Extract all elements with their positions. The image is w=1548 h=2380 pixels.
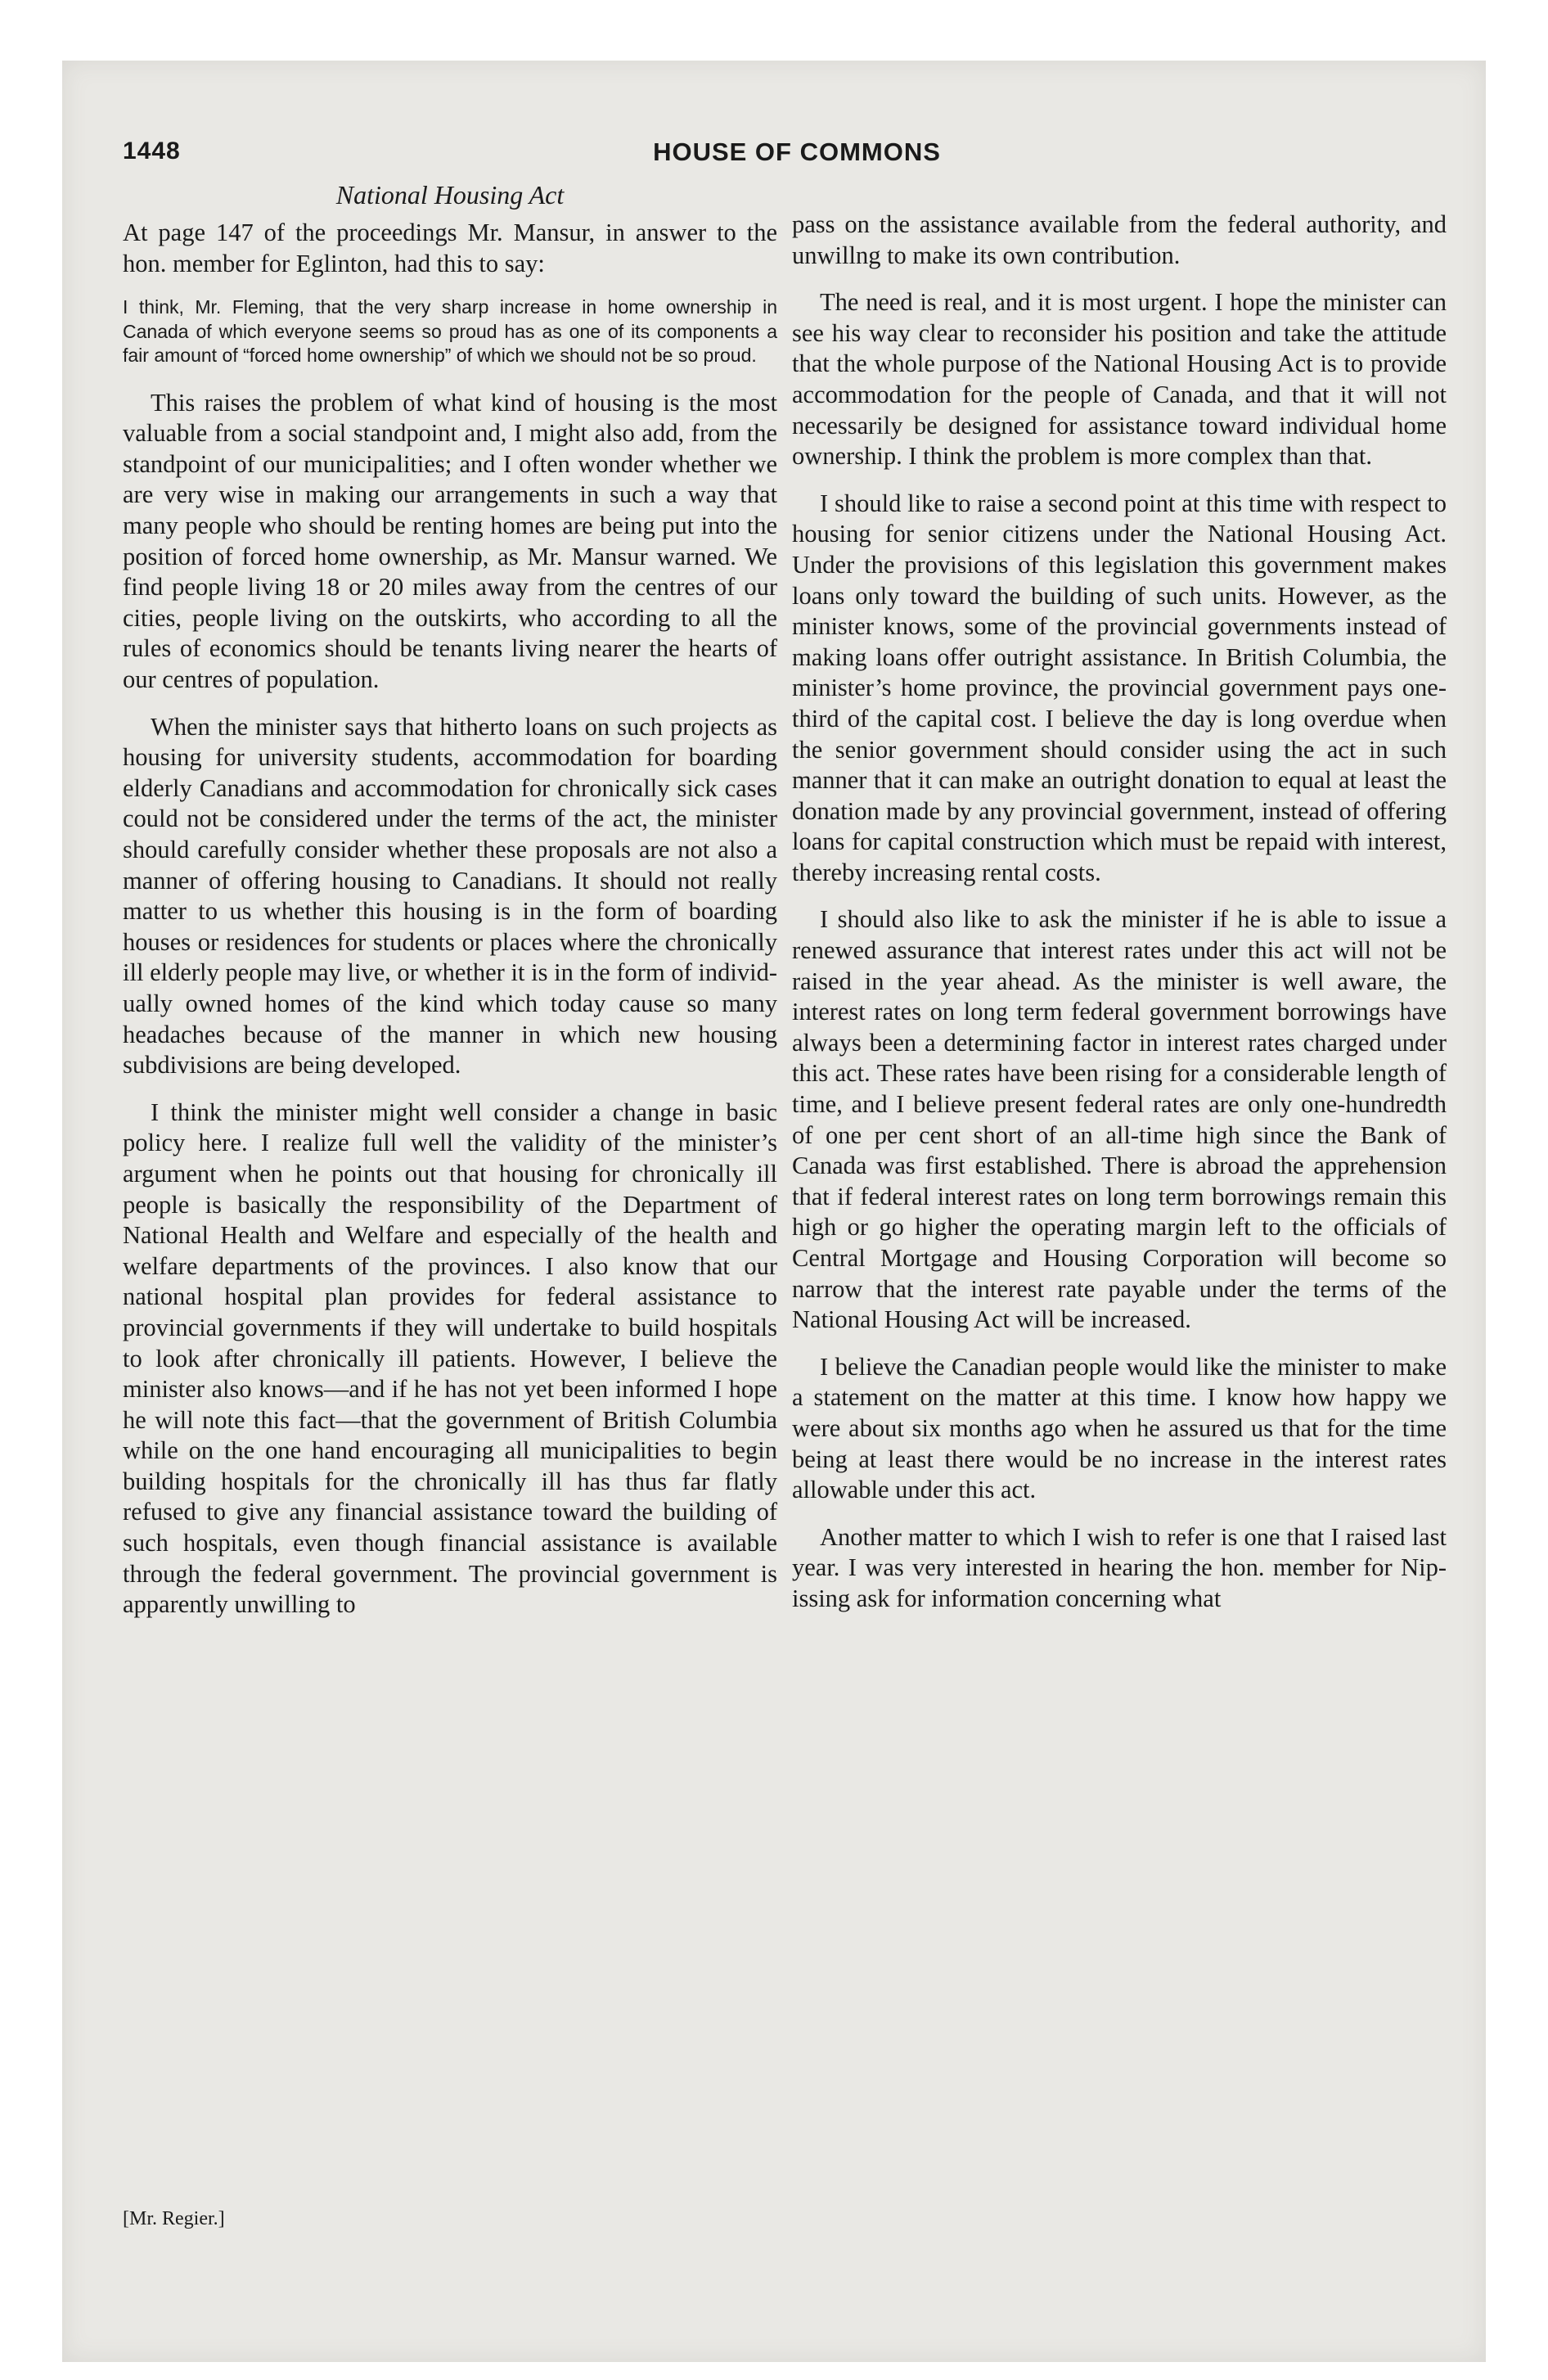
block-quote: I think, Mr. Fleming, that the very sharp increase in home ownership in Canada of which everyone seems so proud has as one of its components a fair amount of “forced home ownership” of which we should not be so proud. xyxy=(123,296,777,367)
continued-paragraph: pass on the assistance available from the federal authority, and unwillng to make its own contribution. xyxy=(792,210,1447,269)
paragraph: I should like to raise a second point at this time with respect to housing for senior citizens under the National Housing Act. Under the provisions of this legislation this government makes loans only toward the building of such units. However, as the minister knows, some of the provincial governments instead of making loans offer outright assistance. In British Columbia, the minister’s home province, the provincial government pays one-third of the capital cost. I believe the day is long overdue when the senior government should consider using the act in such manner that it can make an outright donation to equal at least the donation made by any provincial government, instead of offering loans for capital construction which must be repaid with interest, thereby increasing rental costs. xyxy=(792,489,1447,886)
left-column xyxy=(123,218,777,1637)
right-column xyxy=(792,210,1447,1631)
section-title: National Housing Act xyxy=(335,180,565,210)
paragraph: Another matter to which I wish to refer is one that I raised last year. I was very interested in hearing the hon. member for Nipissing ask for information concerning what xyxy=(792,1522,1447,1612)
paragraph: I should also like to ask the minister if he is able to issue a renewed assurance that interest rates under this act will not be raised in the year ahead. As the minister is well aware, the interest rates on long term federal government borrowings have always been a determining factor in interest rates charged under this act. These rates have been rising for a considerable length of time, and I believe present federal rates are only one-hundredth of one per cent short of an all-time high since the Bank of Canada was first established. There is abroad the apprehension that if federal interest rates on long term borrowings remain this high or go higher the operating margin left to the officials of Central Mortgage and Housing Corporation will become so narrow that the interest rate payable under the terms of the National Housing Act will be increased. xyxy=(792,905,1447,1334)
page-number: 1448 xyxy=(123,137,181,165)
intro-paragraph: At page 147 of the proceedings Mr. Mansur, in answer to the hon. member for Eglinton, had this to say: xyxy=(123,219,777,277)
paragraph: This raises the problem of what kind of housing is the most valuable from a social standpoint and, I might also add, from the standpoint of our municipalities; and I often wonder whether we are very wise in making our arrangements in such a way that many people who should be renting homes are being put into the position of forced home ownership, as Mr. Mansur warned. We find people living 18 or 20 miles away from the centres of our cities, people living on the outskirts, who according to all the rules of economics should be tenants living nearer the hearts of our centres of population. xyxy=(123,388,777,694)
hansard-page xyxy=(123,129,1471,2241)
paragraph: When the minister says that hitherto loans on such projects as housing for university students, accommodation for boarding elderly Canadians and accommodation for chronically sick cases could not be considered under the terms of the act, the minister should carefully consider whether these proposals are not also a manner of offering housing to Canadians. It should not really matter to us whether this housing is in the form of boarding houses or residences for students or places where the chronically ill elderly people may live, or whether it is in the form of individually owned homes of the kind which today cause so many headaches because of the manner in which new housing subdivisions are being developed. xyxy=(123,712,777,1080)
running-head xyxy=(123,137,1471,178)
journal-title: HOUSE OF COMMONS xyxy=(653,137,941,166)
paragraph: I believe the Canadian people would like the minister to make a statement on the matter at this time. I know how happy we were about six months ago when he assured us that for the time being at least there would be no increase in the interest rates allowable under this act. xyxy=(792,1352,1447,1504)
paragraph: The need is real, and it is most urgent. I hope the minister can see his way clear to reconsider his position and take the attitude that the whole purpose of the National Housing Act is to provide accommodation for the people of Canada, and that it will not necessarily be designed for assistance toward individual home ownership. I think the problem is more complex than that. xyxy=(792,288,1447,471)
paragraph: I think the minister might well consider a change in basic policy here. I realize full well the validity of the minister’s argument when he points out that housing for chronically ill people is basically the responsibility of the Department of National Health and Welfare and especially of the health and welfare departments of the provinces. I also know that our national hospital plan provides for federal assistance to provincial governments if they will undertake to build hospitals to look after chronically ill patients. However, I believe the minister also knows—and if he has not yet been informed I hope he will note this fact—that the government of British Columbia while on the one hand encouraging all municipalities to begin building hospitals for the chronically ill has thus far flatly refused to give any financial assistance toward the building of such hospitals, even though financial assistance is available through the federal government. The provincial government is apparently unwilling to xyxy=(123,1098,777,1619)
speaker-footer: [Mr. Regier.] xyxy=(123,2208,225,2229)
